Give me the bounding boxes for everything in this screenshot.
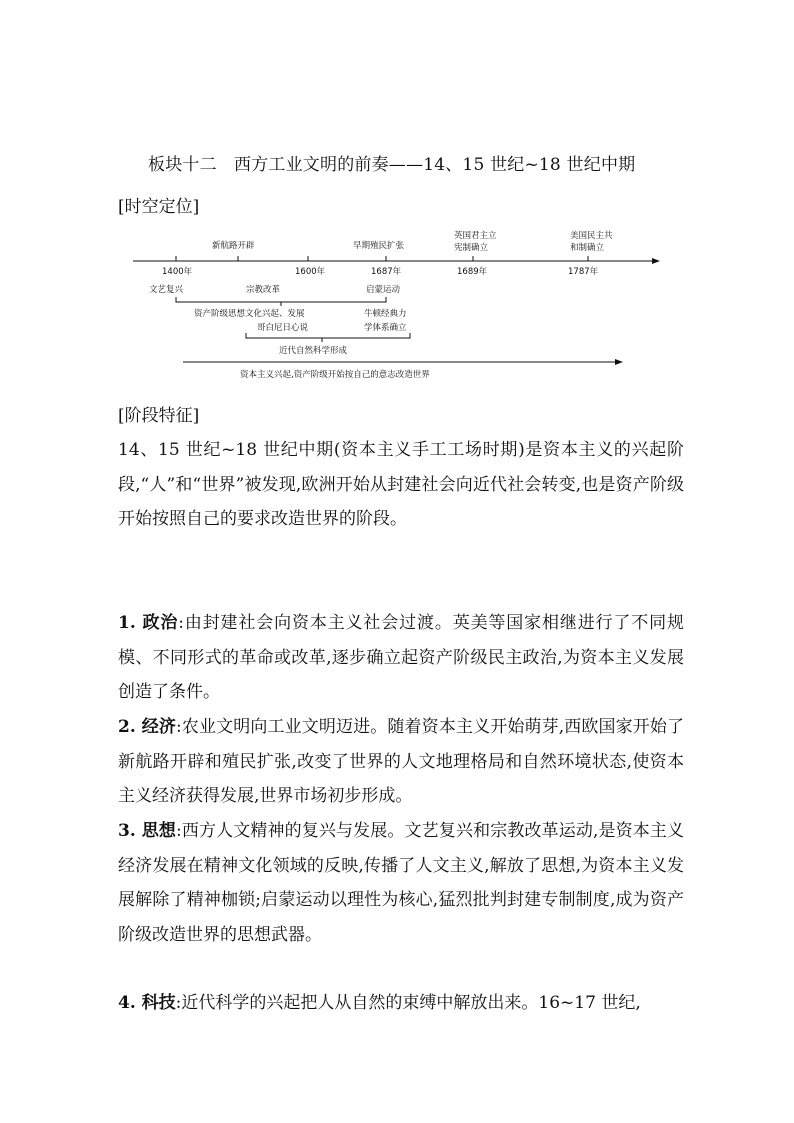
label-new-routes: 新航路开辟 — [212, 241, 255, 251]
label-newton-line2: 学体系确立 — [364, 323, 407, 333]
label-colonial-expansion: 早期殖民扩张 — [353, 241, 405, 251]
timeline-heading: [时空定位] — [118, 197, 200, 217]
item-sep: : — [176, 717, 182, 737]
year-1787: 1787年 — [568, 267, 599, 277]
item-text: 近代科学的兴起把人从自然的束缚中解放出来。16~17 世纪, — [181, 993, 641, 1013]
page-title: 板块十二 西方工业文明的前奏——14、15 世纪~18 世纪中期 — [148, 155, 636, 175]
features-heading: [阶段特征] — [118, 406, 200, 426]
year-1400: 1400年 — [162, 267, 193, 277]
item-label: 2. 经济 — [118, 717, 177, 737]
label-newton-line1: 牛顿经典力 — [364, 309, 407, 319]
label-capitalism-rise: 资本主义兴起,资产阶级开始按自己的意志改造世界 — [240, 370, 430, 380]
item-economy — [118, 710, 684, 814]
item-sep: : — [176, 821, 182, 841]
label-modern-science: 近代自然科学形成 — [279, 346, 348, 356]
label-copernicus: 哥白尼日心说 — [257, 323, 309, 333]
item-text: 由封建社会向资本主义社会过渡。英美等国家相继进行了不同规模、不同形式的革命或改革,逐步确立起资产阶级民主政治,为资本主义发展创造了条件。 — [118, 613, 685, 703]
label-bourgeois-thought: 资产阶级思想文化兴起、发展 — [194, 309, 305, 319]
item-politics — [118, 606, 684, 710]
axis-arrowhead-icon — [652, 258, 660, 264]
item-text: 农业文明向工业文明迈进。随着资本主义开始萌芽,西欧国家开始了新航路开辟和殖民扩张,改变了世界的人文地理格局和自然环境状态,使资本主义经济获得发展,世界市场初步形成。 — [118, 717, 684, 807]
item-label: 4. 科技 — [118, 993, 176, 1013]
timeline-diagram — [0, 0, 794, 400]
label-england-line1: 英国君主立 — [454, 231, 497, 241]
label-usa-line1: 美国民主共 — [570, 231, 613, 241]
brace-thought — [176, 297, 386, 302]
item-sep: : — [175, 993, 182, 1013]
item-text: 西方人文精神的复兴与发展。文艺复兴和宗教改革运动,是资本主义经济发展在精神文化领域的反映,传播了人文主义,解放了思想,为资本主义发展解除了精神枷锁;启蒙运动以理性为核心,猛烈批判封建专制制度,成为资产阶级改造世界的思想武器。 — [118, 821, 684, 946]
year-1689: 1689年 — [457, 267, 488, 277]
intro-paragraph: 14、15 世纪~18 世纪中期(资本主义手工工场时期)是资本主义的兴起阶段,“人”和“世界”被发现,欧洲开始从封建社会向近代社会转变,也是资产阶级开始按照自己的要求改造世界的阶段。 — [118, 440, 684, 530]
item-science — [118, 986, 684, 1021]
item-label: 1. 政治 — [118, 613, 179, 633]
bottom-arrowhead-icon — [615, 359, 623, 365]
label-reformation: 宗教改革 — [246, 285, 281, 295]
label-england-line2: 宪制确立 — [454, 243, 489, 253]
item-label: 3. 思想 — [118, 821, 177, 841]
year-1600: 1600年 — [295, 267, 326, 277]
year-1687: 1687年 — [371, 267, 402, 277]
label-renaissance: 文艺复兴 — [149, 285, 184, 295]
label-usa-line2: 和制确立 — [570, 243, 605, 253]
label-enlightenment: 启蒙运动 — [366, 285, 401, 295]
item-sep: : — [178, 613, 184, 633]
item-thought — [118, 814, 684, 953]
brace-science — [246, 333, 410, 338]
